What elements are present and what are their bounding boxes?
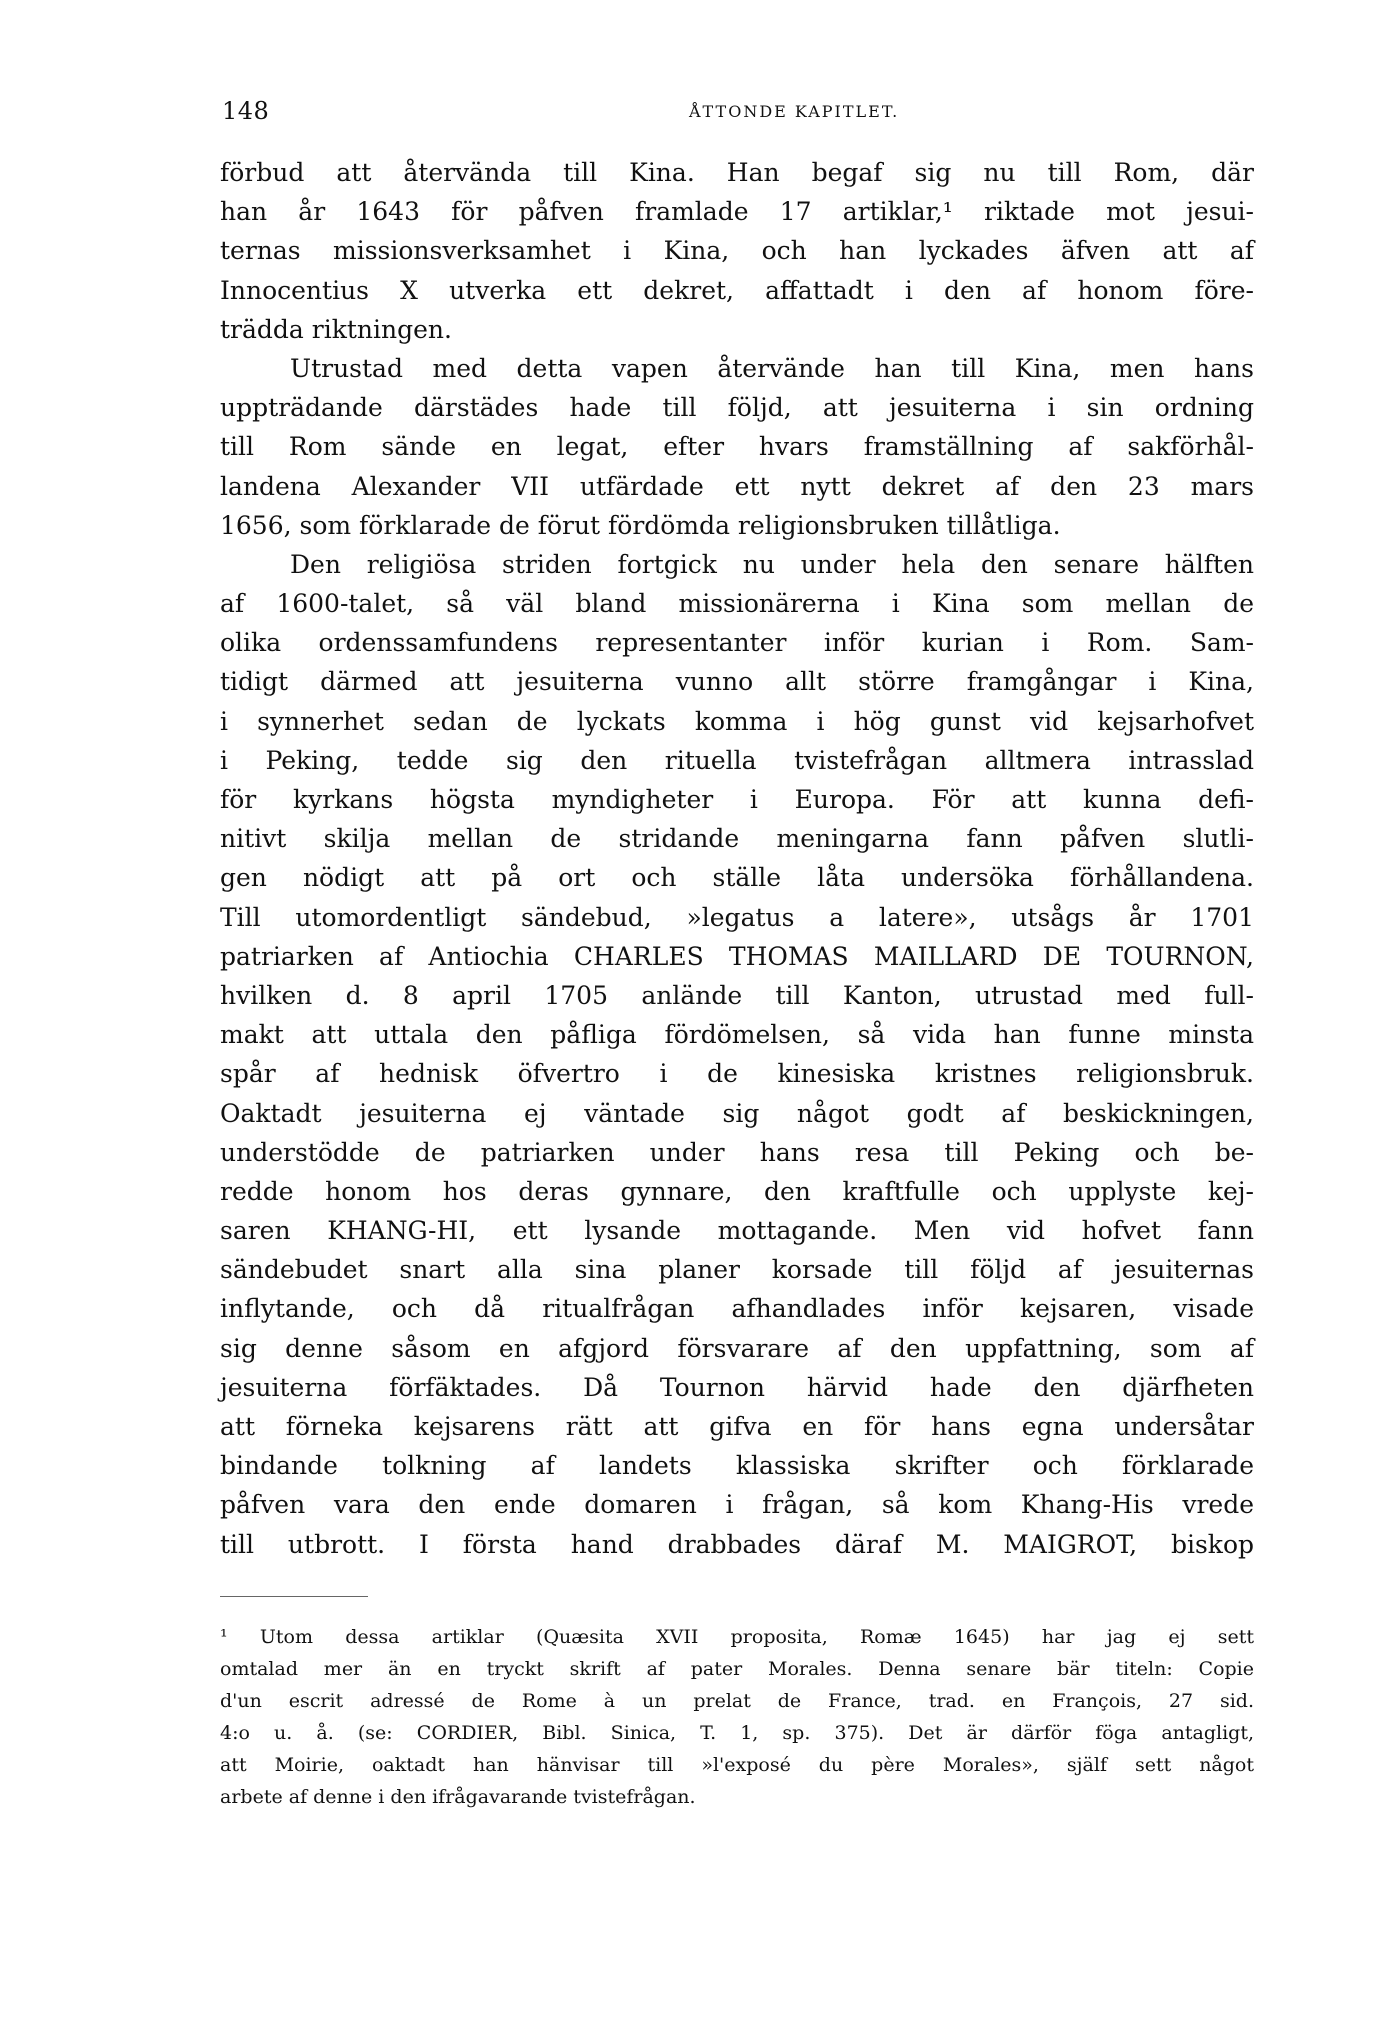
text-line: till Rom sände en legat, efter hvars framställning af sakförhål- [220, 432, 1254, 462]
text-line: att förneka kejsarens rätt att gifva en för hans egna undersåtar [220, 1412, 1254, 1441]
text-line: hvilken d. 8 april 1705 anlände till Kanton, utrustad med full- [220, 980, 1254, 1010]
text-line: ternas missionsverksamhet i Kina, och han lyckades äfven att af [220, 236, 1254, 266]
footnote-line: ¹ Utom dessa artiklar (Quæsita XVII proposita, Romæ 1645) har jag ej sett [220, 1626, 1254, 1648]
text-line: Oaktadt jesuiterna ej väntade sig något godt af beskickningen, [220, 1098, 1254, 1128]
text-line: Utrustad med detta vapen återvände han till Kina, men hans [290, 353, 1254, 383]
text-line: tidigt därmed att jesuiterna vunno allt större framgångar i Kina, [220, 667, 1254, 697]
text-line: af 1600-talet, så väl bland missionärerna i Kina som mellan de [220, 589, 1254, 619]
text-line: makt att uttala den påfliga fördömelsen, så vida han funne minsta [220, 1020, 1254, 1050]
text-line: gen nödigt att på ort och ställe låta undersöka förhållandena. [220, 863, 1254, 893]
text-line: redde honom hos deras gynnare, den kraftfulle och upplyste kej- [220, 1176, 1254, 1206]
text-line: olika ordenssamfundens representanter inför kurian i Rom. Sam- [220, 628, 1254, 658]
running-head: ÅTTONDE KAPITLET. [689, 102, 900, 121]
text-line: Den religiösa striden fortgick nu under hela den senare hälften [290, 549, 1254, 579]
text-line: förbud att återvända till Kina. Han begaf sig nu till Rom, där [220, 158, 1254, 187]
text-line: bindande tolkning af landets klassiska skrifter och förklarade [220, 1451, 1254, 1481]
text-line: i Peking, tedde sig den rituella tvistefrågan alltmera intrasslad [220, 745, 1254, 775]
text-line: i synnerhet sedan de lyckats komma i hög gunst vid kejsarhofvet [220, 706, 1254, 736]
text-line: uppträdande därstädes hade till följd, att jesuiterna i sin ordning [220, 393, 1254, 423]
footnote [220, 1621, 1254, 1814]
text-line: till utbrott. I första hand drabbades däraf M. MAIGROT, biskop [220, 1529, 1254, 1559]
page-header [222, 97, 1254, 137]
text-line: sig denne såsom en afgjord försvarare af den uppfattning, som af [220, 1333, 1254, 1363]
text-line: Till utomordentligt sändebud, »legatus a latere», utsågs år 1701 [220, 902, 1254, 932]
text-line: landena Alexander VII utfärdade ett nytt dekret af den 23 mars [220, 471, 1254, 501]
page-number: 148 [222, 97, 270, 125]
text-line: nitivt skilja mellan de stridande meningarna fann påfven slutli- [220, 824, 1254, 854]
main-text [220, 153, 1254, 1564]
footnote-line: omtalad mer än en tryckt skrift af pater Morales. Denna senare bär titeln: Copie [220, 1658, 1254, 1681]
text-line: understödde de patriarken under hans resa till Peking och be- [220, 1137, 1254, 1167]
text-line: spår af hednisk öfvertro i de kinesiska kristnes religionsbruk. [220, 1059, 1254, 1089]
text-line: inflytande, och då ritualfrågan afhandlades inför kejsaren, visade [220, 1294, 1254, 1324]
text-line: saren KHANG-HI, ett lysande mottagande. Men vid hofvet fann [220, 1216, 1254, 1246]
text-line: patriarken af Antiochia CHARLES THOMAS MAILLARD DE TOURNON, [220, 941, 1254, 971]
text-line: 1656, som förklarade de förut fördömda religionsbruken tillåtliga. [220, 510, 1061, 540]
text-line: han år 1643 för påfven framlade 17 artiklar,¹ riktade mot jesui- [220, 197, 1254, 227]
footnote-line: 4:o u. å. (se: CORDIER, Bibl. Sinica, T. 1, sp. 375). Det är därför föga antagligt, [220, 1722, 1254, 1745]
text-line: jesuiterna förfäktades. Då Tournon härvid hade den djärfheten [220, 1372, 1254, 1402]
text-line: sändebudet snart alla sina planer korsade till följd af jesuiternas [220, 1255, 1254, 1285]
footnote-line: arbete af denne i den ifrågavarande tvistefrågan. [220, 1786, 696, 1809]
text-line: trädda riktningen. [220, 314, 452, 344]
footnote-line: d'un escrit adressé de Rome à un prelat de France, trad. en François, 27 sid. [220, 1690, 1254, 1713]
text-line: påfven vara den ende domaren i frågan, så kom Khang-His vrede [220, 1490, 1254, 1520]
footnote-divider [220, 1596, 368, 1597]
text-line: Innocentius X utverka ett dekret, affattadt i den af honom före- [220, 275, 1254, 305]
text-line: för kyrkans högsta myndigheter i Europa. För att kunna defi- [220, 785, 1254, 814]
footnote-line: att Moirie, oaktadt han hänvisar till »l'exposé du père Morales», själf sett något [220, 1754, 1254, 1777]
